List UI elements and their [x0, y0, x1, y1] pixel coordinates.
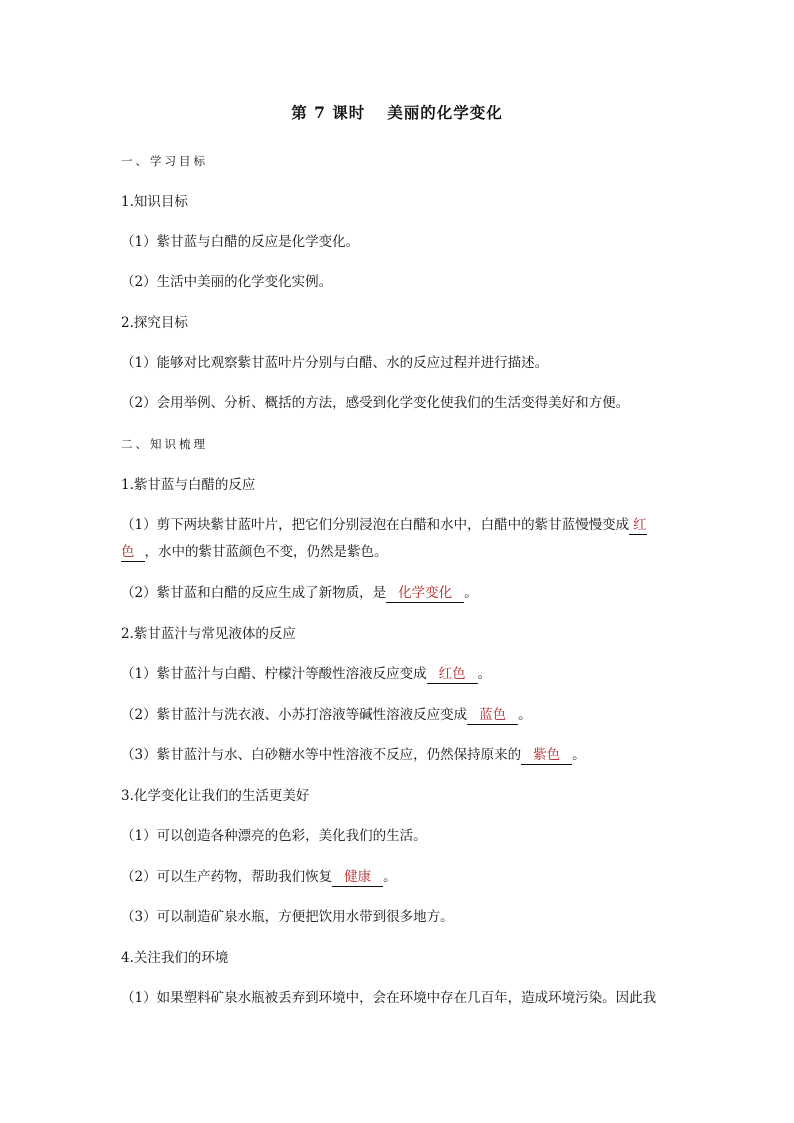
answer-blank: 健康: [332, 868, 383, 887]
lesson-number: 第 7 课时: [291, 103, 366, 122]
answer-blank: 紫色: [521, 746, 572, 765]
topic-4-heading: 4.关注我们的环境: [121, 950, 229, 966]
topic-3-item-1: （1）可以创造各种漂亮的色彩，美化我们的生活。: [121, 828, 427, 844]
topic-1-item-2: （2）紫甘蓝和白醋的反应生成了新物质，是 化学变化 。: [121, 585, 478, 601]
topic-4-item-1: （1）如果塑料矿泉水瓶被丢弃到环境中，会在环境中存在几百年，造成环境污染。因此我: [121, 990, 657, 1006]
topic-2-heading: 2.紫甘蓝汁与常见液体的反应: [121, 626, 296, 642]
topic-2-item-3: （3）紫甘蓝汁与水、白砂糖水等中性溶液不反应，仍然保持原来的 紫色 。: [121, 747, 586, 763]
knowledge-goal-heading: 1.知识目标: [121, 194, 188, 210]
inquiry-goal-2: （2）会用举例、分析、概括的方法，感受到化学变化使我们的生活变得美好和方便。: [121, 395, 630, 411]
topic-1-item-1-line-2: 色 ，水中的紫甘蓝颜色不变，仍然是紫色。: [121, 544, 388, 560]
topic-3-heading: 3.化学变化让我们的生活更美好: [121, 788, 310, 804]
inquiry-goal-1: （1）能够对比观察紫甘蓝叶片分别与白醋、水的反应过程并进行描述。: [121, 355, 549, 371]
lesson-name: 美丽的化学变化: [387, 103, 503, 122]
answer-blank: 化学变化: [386, 584, 464, 603]
topic-2-item-2: （2）紫甘蓝汁与洗衣液、小苏打溶液等碱性溶液反应变成 蓝色 。: [121, 707, 532, 723]
knowledge-goal-1: （1）紫甘蓝与白醋的反应是化学变化。: [121, 234, 360, 250]
answer-blank: 红色: [427, 665, 478, 684]
answer-blank: 色: [121, 543, 145, 562]
lesson-title: [0, 101, 794, 123]
answer-blank: 红: [629, 516, 647, 535]
section-heading-goals: 一、学习目标: [121, 154, 208, 168]
topic-1-heading: 1.紫甘蓝与白醋的反应: [121, 477, 256, 493]
topic-1-item-1-line-1: （1）剪下两块紫甘蓝叶片，把它们分别浸泡在白醋和水中，白醋中的紫甘蓝慢慢变成 红: [121, 517, 647, 533]
section-heading-knowledge: 二、知识梳理: [121, 437, 208, 451]
inquiry-goal-heading: 2.探究目标: [121, 315, 188, 331]
topic-3-item-2: （2）可以生产药物，帮助我们恢复 健康 。: [121, 869, 397, 885]
knowledge-goal-2: （2）生活中美丽的化学变化实例。: [121, 274, 333, 290]
topic-3-item-3: （3）可以制造矿泉水瓶，方便把饮用水带到很多地方。: [121, 909, 454, 925]
answer-blank: 蓝色: [467, 706, 518, 725]
topic-2-item-1: （1）紫甘蓝汁与白醋、柠檬汁等酸性溶液反应变成 红色 。: [121, 666, 492, 682]
